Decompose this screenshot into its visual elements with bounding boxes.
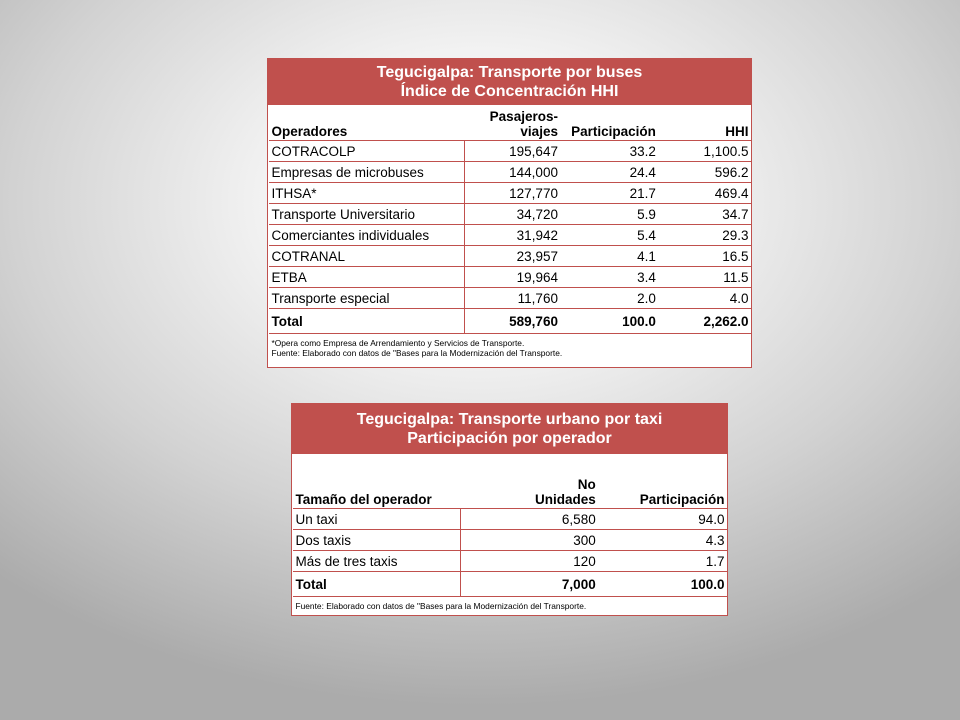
participacion-cell: 4.3: [598, 530, 727, 551]
tamano-cell: Dos taxis: [293, 530, 461, 551]
taxi-total-row: [293, 572, 727, 597]
total-participacion: 100.0: [598, 572, 727, 597]
participacion-cell: 1.7: [598, 551, 727, 572]
pasajeros-cell: 19,964: [464, 267, 560, 288]
pasajeros-cell: 127,770: [464, 183, 560, 204]
table-row: [293, 551, 727, 572]
header-taxi-participacion: Participación: [598, 454, 727, 509]
hhi-cell: 596.2: [658, 162, 751, 183]
total-unidades: 7,000: [460, 572, 598, 597]
bus-hhi-table: [268, 59, 751, 367]
bus-note-source: Fuente: Elaborado con datos de "Bases para la Modernización del Transporte.: [271, 348, 563, 358]
hhi-cell: 1,100.5: [658, 141, 751, 162]
pasajeros-cell: 144,000: [464, 162, 560, 183]
taxi-notes-row: [293, 597, 727, 616]
bus-notes: [269, 334, 751, 368]
hhi-cell: 29.3: [658, 225, 751, 246]
hhi-cell: 11.5: [658, 267, 751, 288]
table-row: [269, 183, 751, 204]
header-unidades-line2: Unidades: [534, 492, 596, 507]
taxi-table-header-row: [293, 454, 727, 509]
taxi-title-line1: Tegucigalpa: Transporte urbano por taxi: [356, 411, 663, 428]
participacion-cell: 5.4: [560, 225, 658, 246]
total-label: Total: [269, 309, 465, 334]
total-participacion: 100.0: [560, 309, 658, 334]
table-row: [269, 162, 751, 183]
operador-cell: ITHSA*: [269, 183, 465, 204]
bus-table-header-row: [269, 105, 751, 141]
table-row: [269, 267, 751, 288]
operador-cell: ETBA: [269, 267, 465, 288]
taxi-table-title: [293, 405, 727, 454]
taxi-note-source: Fuente: Elaborado con datos de "Bases para la Modernización del Transporte.: [295, 601, 587, 611]
hhi-cell: 4.0: [658, 288, 751, 309]
table-row: [269, 246, 751, 267]
operador-cell: Comerciantes individuales: [269, 225, 465, 246]
bus-note-ithsa: *Opera como Empresa de Arrendamiento y Servicios de Transporte.: [271, 338, 525, 348]
header-hhi: HHI: [658, 105, 751, 141]
total-hhi: 2,262.0: [658, 309, 751, 334]
bus-title-line2: Índice de Concentración HHI: [400, 83, 619, 100]
header-unidades-line1: No: [577, 477, 596, 492]
table-row: [269, 141, 751, 162]
taxi-title-line2: Participación por operador: [407, 430, 612, 447]
operador-cell: Transporte especial: [269, 288, 465, 309]
operador-cell: Transporte Universitario: [269, 204, 465, 225]
participacion-cell: 33.2: [560, 141, 658, 162]
tamano-cell: Un taxi: [293, 509, 461, 530]
hhi-cell: 469.4: [658, 183, 751, 204]
bus-title-line1: Tegucigalpa: Transporte por buses: [376, 64, 643, 81]
pasajeros-cell: 23,957: [464, 246, 560, 267]
unidades-cell: 6,580: [460, 509, 598, 530]
participacion-cell: 3.4: [560, 267, 658, 288]
operador-cell: COTRACOLP: [269, 141, 465, 162]
bus-notes-row: [269, 334, 751, 368]
table-row: [293, 530, 727, 551]
header-no-unidades: [460, 454, 598, 509]
participacion-cell: 5.9: [560, 204, 658, 225]
table-row: [269, 288, 751, 309]
participacion-cell: 94.0: [598, 509, 727, 530]
participacion-cell: 21.7: [560, 183, 658, 204]
total-pasajeros: 589,760: [464, 309, 560, 334]
unidades-cell: 300: [460, 530, 598, 551]
taxi-table-title-row: [293, 405, 727, 454]
total-label: Total: [293, 572, 461, 597]
table-row: [293, 509, 727, 530]
participacion-cell: 24.4: [560, 162, 658, 183]
participacion-cell: 4.1: [560, 246, 658, 267]
unidades-cell: 120: [460, 551, 598, 572]
pasajeros-cell: 195,647: [464, 141, 560, 162]
header-operadores: Operadores: [269, 105, 465, 141]
header-pasajeros-line2: viajes: [520, 124, 558, 139]
header-tamano-operador: Tamaño del operador: [293, 454, 461, 509]
header-participacion: Participación: [560, 105, 658, 141]
header-pasajeros-viajes: [464, 105, 560, 141]
operador-cell: Empresas de microbuses: [269, 162, 465, 183]
tamano-cell: Más de tres taxis: [293, 551, 461, 572]
hhi-cell: 34.7: [658, 204, 751, 225]
taxi-notes: [293, 597, 727, 616]
bus-total-row: [269, 309, 751, 334]
taxi-participation-table: [292, 404, 727, 615]
pasajeros-cell: 11,760: [464, 288, 560, 309]
operador-cell: COTRANAL: [269, 246, 465, 267]
table-row: [269, 225, 751, 246]
pasajeros-cell: 34,720: [464, 204, 560, 225]
bus-table-title: [269, 60, 751, 105]
header-pasajeros-line1: Pasajeros-: [489, 109, 558, 124]
hhi-cell: 16.5: [658, 246, 751, 267]
pasajeros-cell: 31,942: [464, 225, 560, 246]
participacion-cell: 2.0: [560, 288, 658, 309]
bus-table-title-row: [269, 60, 751, 105]
table-row: [269, 204, 751, 225]
